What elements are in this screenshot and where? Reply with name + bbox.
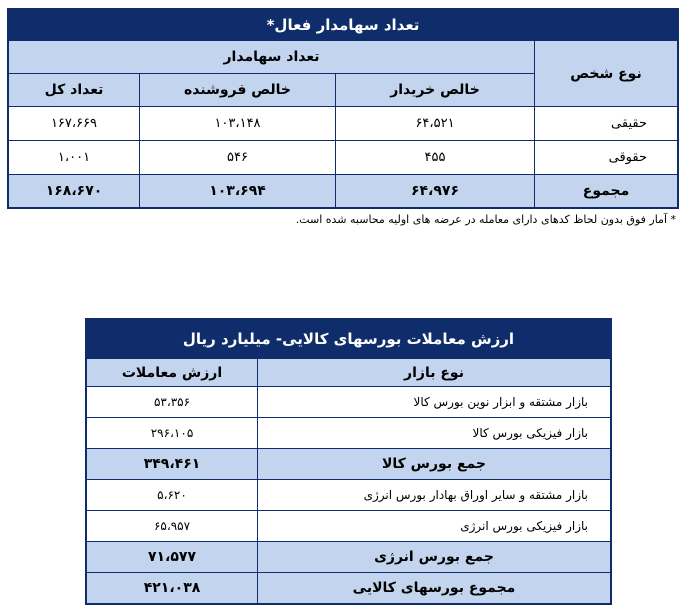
sum-label: مجموع	[535, 175, 679, 208]
table-row	[86, 480, 611, 511]
col-person-type: نوع شخص	[535, 41, 679, 107]
table1-title: تعداد سهامدار فعال*	[8, 9, 678, 41]
person-type-cell: حقیقی	[535, 107, 679, 141]
commodity-exchange-trades-table	[85, 318, 612, 605]
market-type-cell: بازار فیزیکی بورس کالا	[258, 418, 612, 449]
table2-title: ارزش معاملات بورسهای کالایی- میلیارد ریال	[86, 319, 611, 359]
net-seller-cell: ۱۰۳،۱۴۸	[140, 107, 336, 141]
table-row	[86, 418, 611, 449]
net-buyer-cell: ۴۵۵	[336, 141, 535, 175]
trade-value-cell: ۵،۶۲۰	[86, 480, 258, 511]
footnote: * آمار فوق بدون لحاظ کدهای دارای معامله در عرضه های اولیه محاسبه شده است.	[295, 213, 676, 226]
col-net-seller: خالص فروشنده	[140, 74, 336, 107]
market-type-cell: جمع بورس انرژی	[258, 542, 612, 573]
subtotal-row	[86, 573, 611, 604]
total-cell: ۱،۰۰۱	[8, 141, 140, 175]
market-type-cell: جمع بورس کالا	[258, 449, 612, 480]
sum-net-buyer: ۶۴،۹۷۶	[336, 175, 535, 208]
sum-net-seller: ۱۰۳،۶۹۴	[140, 175, 336, 208]
subtotal-row	[86, 449, 611, 480]
col-total: تعداد کل	[8, 74, 140, 107]
table-row	[86, 387, 611, 418]
table2-body	[86, 387, 611, 604]
sum-row	[8, 175, 678, 208]
market-type-cell: بازار فیزیکی بورس انرژی	[258, 511, 612, 542]
net-seller-cell: ۵۴۶	[140, 141, 336, 175]
table-row	[86, 511, 611, 542]
trade-value-cell: ۷۱،۵۷۷	[86, 542, 258, 573]
active-shareholders-table	[7, 8, 679, 209]
col-net-buyer: خالص خریدار	[336, 74, 535, 107]
col-market-type: نوع بازار	[258, 359, 612, 387]
trade-value-cell: ۴۲۱،۰۳۸	[86, 573, 258, 604]
trade-value-cell: ۶۵،۹۵۷	[86, 511, 258, 542]
sum-total: ۱۶۸،۶۷۰	[8, 175, 140, 208]
person-type-cell: حقوقی	[535, 141, 679, 175]
subtotal-row	[86, 542, 611, 573]
trade-value-cell: ۵۳،۳۵۶	[86, 387, 258, 418]
net-buyer-cell: ۶۴،۵۲۱	[336, 107, 535, 141]
market-type-cell: بازار مشتقه و ابزار نوین بورس کالا	[258, 387, 612, 418]
col-trade-value: ارزش معاملات	[86, 359, 258, 387]
group-header-shareholders: تعداد سهامدار	[8, 41, 535, 74]
table-row	[8, 107, 678, 141]
trade-value-cell: ۳۴۹،۴۶۱	[86, 449, 258, 480]
market-type-cell: مجموع بورسهای کالایی	[258, 573, 612, 604]
table-row	[8, 141, 678, 175]
total-cell: ۱۶۷،۶۶۹	[8, 107, 140, 141]
trade-value-cell: ۲۹۶،۱۰۵	[86, 418, 258, 449]
market-type-cell: بازار مشتقه و سایر اوراق بهادار بورس انرژی	[258, 480, 612, 511]
